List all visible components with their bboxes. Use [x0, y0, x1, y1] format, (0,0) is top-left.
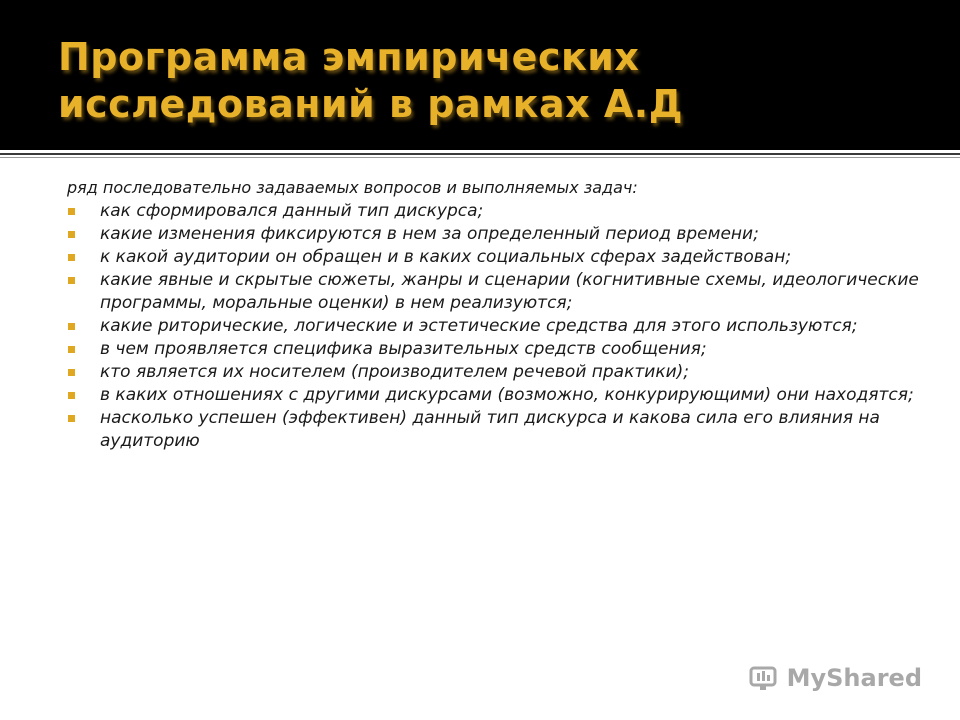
list-item	[67, 246, 937, 269]
list-item-text: какие явные и скрытые сюжеты, жанры и сценарии (когнитивные схемы, идеологические программы, моральные оценки) в нем реализуются;	[100, 270, 919, 313]
myshared-watermark[interactable]	[749, 664, 922, 692]
list-item	[67, 315, 937, 338]
intro-text: ряд последовательно задаваемых вопросов и выполняемых задач:	[67, 178, 638, 197]
list-item-text: к какой аудитории он обращен и в каких социальных сферах задействован;	[100, 247, 792, 267]
slide-title-line-2: исследований в рамках А.Д	[58, 82, 684, 126]
watermark-text: MyShared	[786, 664, 922, 692]
square-bullet-icon	[68, 254, 75, 261]
square-bullet-icon	[68, 208, 75, 215]
list-item-text: в чем проявляется специфика выразительных средств сообщения;	[100, 339, 707, 359]
square-bullet-icon	[68, 323, 75, 330]
title-divider-thin	[0, 157, 960, 158]
title-divider	[0, 153, 960, 155]
list-item	[67, 338, 937, 361]
question-list	[67, 200, 937, 453]
list-item-text: в каких отношениях с другими дискурсами (возможно, конкурирующими) они находятся;	[100, 385, 914, 405]
square-bullet-icon	[68, 369, 75, 376]
list-item-text: как сформировался данный тип дискурса;	[100, 201, 484, 221]
slide-title-line-1: Программа эмпирических	[58, 35, 640, 79]
list-item-text: какие риторические, логические и эстетические средства для этого используются;	[100, 316, 858, 336]
list-item-text: какие изменения фиксируются в нем за определенный период времени;	[100, 224, 759, 244]
list-item	[67, 269, 937, 315]
slide-body	[67, 176, 937, 453]
square-bullet-icon	[68, 346, 75, 353]
list-item	[67, 200, 937, 223]
square-bullet-icon	[68, 277, 75, 284]
list-item-text: насколько успешен (эффективен) данный тип дискурса и какова сила его влияния на аудиторию	[100, 408, 880, 451]
myshared-logo-icon	[749, 665, 779, 691]
list-item-text: кто является их носителем (производителем речевой практики);	[100, 362, 689, 382]
square-bullet-icon	[68, 231, 75, 238]
square-bullet-icon	[68, 415, 75, 422]
slide-title	[58, 34, 918, 128]
square-bullet-icon	[68, 392, 75, 399]
list-item	[67, 223, 937, 246]
list-item	[67, 384, 937, 407]
list-item	[67, 407, 937, 453]
list-item	[67, 361, 937, 384]
